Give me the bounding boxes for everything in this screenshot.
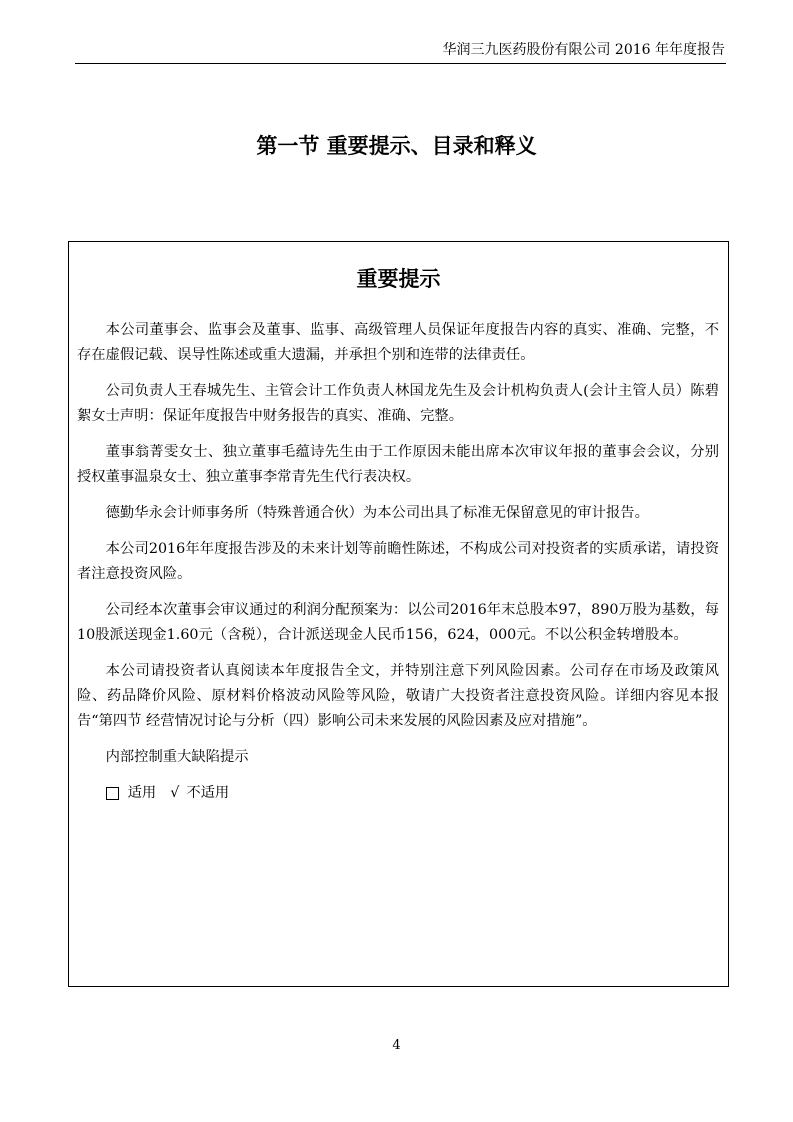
paragraph-risk-factors: 本公司请投资者认真阅读本年度报告全文，并特别注意下列风险因素。公司存在市场及政策风险、药品降价风险、原材料价格波动风险等风险，敬请广大投资者注意投资风险。详细内容见本报告“第四节 经营情况讨论与分析（四）影响公司未来发展的风险因素及应对措施”。 <box>77 663 719 729</box>
page-number: 4 <box>392 1038 401 1053</box>
applicable-checkbox <box>106 787 119 800</box>
paragraph-forward-looking: 本公司2016年年度报告涉及的未来计划等前瞻性陈述，不构成公司对投资者的实质承诺，请投资者注意投资风险。 <box>77 541 719 582</box>
not-applicable-label: 不适用 <box>186 785 230 801</box>
paragraph-responsible-persons: 公司负责人王春城先生、主管会计工作负责人林国龙先生及会计机构负责人(会计主管人员）陈碧絮女士声明：保证年度报告中财务报告的真实、准确、完整。 <box>77 383 719 424</box>
paragraph-board-guarantee: 本公司董事会、监事会及董事、监事、高级管理人员保证年度报告内容的真实、准确、完整，不存在虚假记载、误导性陈述或重大遗漏，并承担个别和连带的法律责任。 <box>77 322 719 363</box>
paragraph-profit-distribution: 公司经本次董事会审议通过的利润分配预案为：以公司2016年末总股本97，890万股为基数，每10股派送现金1.60元（含税），合计派送现金人民币156，624，000元。不以公积金转增股本。 <box>77 602 719 643</box>
running-header: 华润三九医药股份有限公司 2016 年年度报告 <box>442 42 725 58</box>
internal-control-options <box>77 781 719 806</box>
section-title: 第一节 重要提示、目录和释义 <box>256 133 537 158</box>
paragraph-auditor-opinion: 德勤华永会计师事务所（特殊普通合伙）为本公司出具了标准无保留意见的审计报告。 <box>105 505 649 521</box>
important-notice-box <box>68 241 729 987</box>
check-mark-icon: √ <box>170 785 180 801</box>
paragraph-absent-directors: 董事翁菁雯女士、独立董事毛蕴诗先生由于工作原因未能出席本次审议年报的董事会会议，分别授权董事温泉女士、独立董事李常青先生代行表决权。 <box>77 444 719 485</box>
paragraph-internal-control: 内部控制重大缺陷提示 <box>105 749 249 765</box>
notice-title: 重要提示 <box>356 266 441 291</box>
header-divider <box>75 63 726 64</box>
applicable-label: 适用 <box>127 785 157 801</box>
notice-body <box>77 318 719 806</box>
